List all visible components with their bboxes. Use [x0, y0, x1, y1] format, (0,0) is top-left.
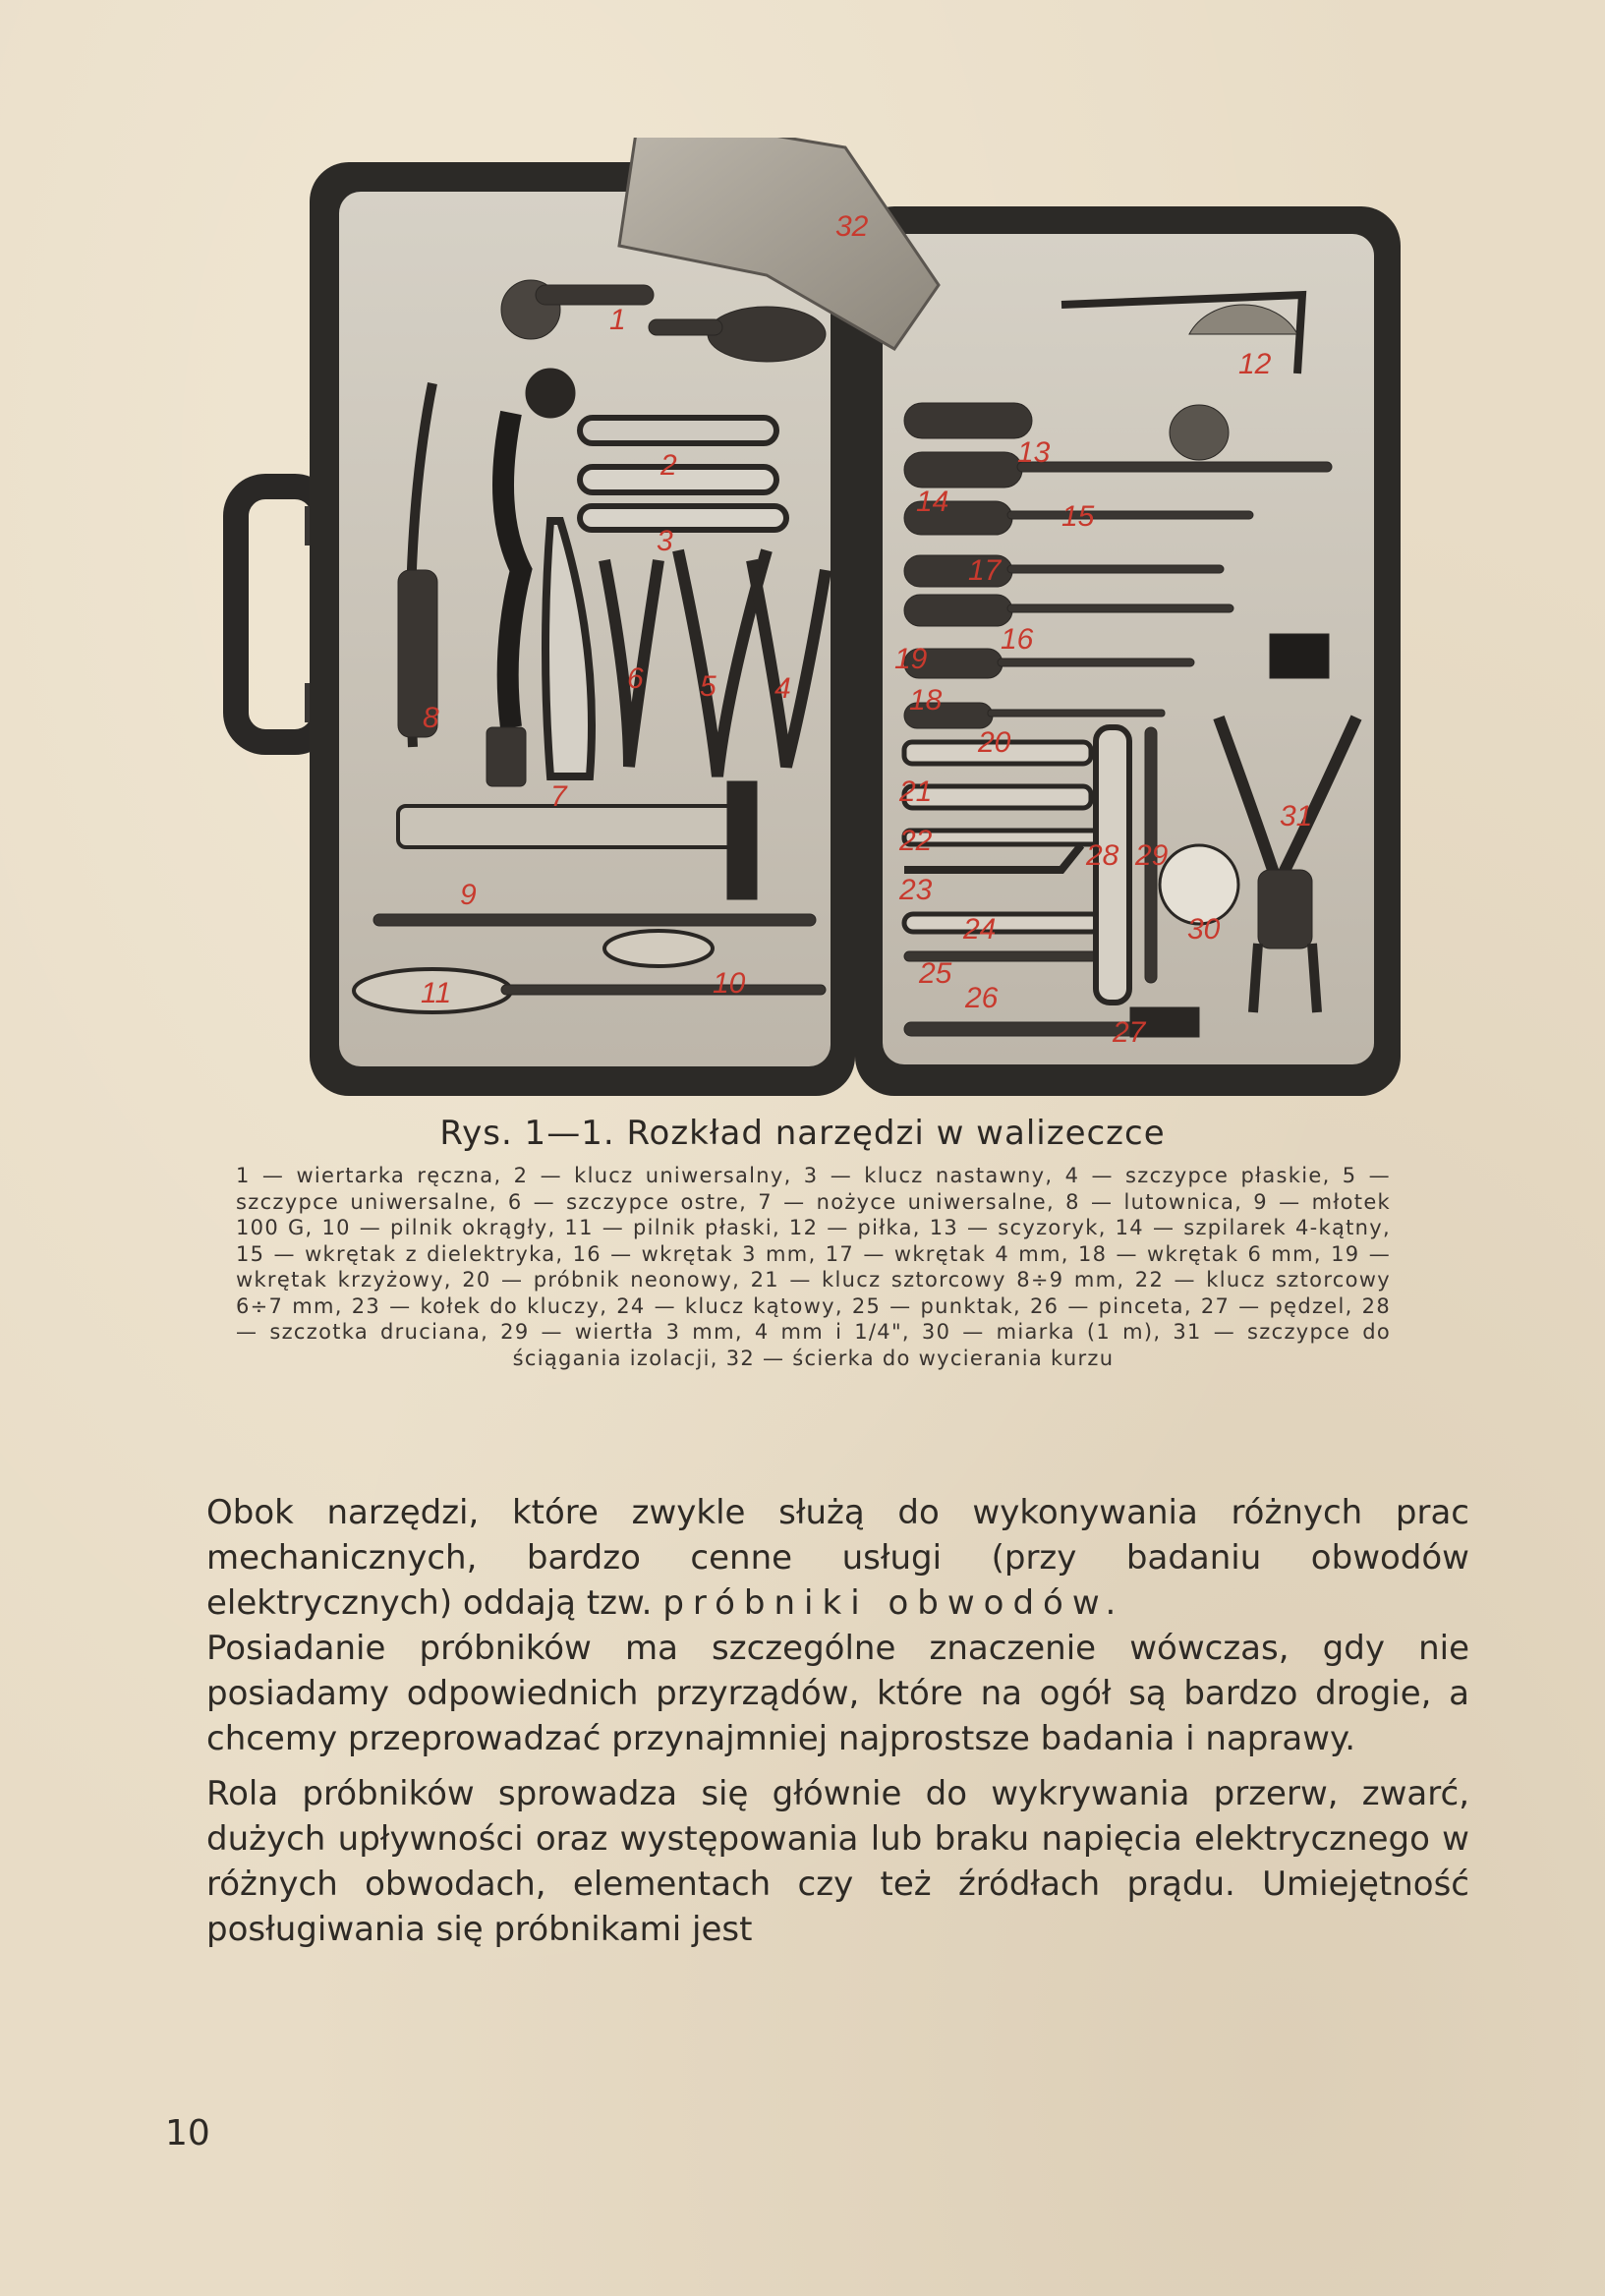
callout-7: 7: [550, 780, 567, 813]
callout-14: 14: [916, 486, 949, 518]
callout-29: 29: [1135, 839, 1169, 872]
paragraph-2: Posiadanie próbników ma szczególne znaczenie wówczas, gdy nie posiadamy odpowiednich przyrządów, które na ogół są bardzo drogie, a chcemy przeprowadzać przynajmniej najprostsze badania i naprawy.: [206, 1629, 1469, 1758]
callout-16: 16: [1001, 623, 1034, 656]
callout-10: 10: [713, 967, 746, 1000]
callout-22: 22: [899, 825, 933, 857]
callout-31: 31: [1280, 800, 1313, 832]
callout-18: 18: [909, 684, 943, 717]
callout-32: 32: [835, 210, 869, 243]
callout-20: 20: [978, 726, 1011, 759]
callout-3: 3: [657, 525, 673, 557]
callout-30: 30: [1187, 913, 1221, 946]
callout-17: 17: [968, 554, 1002, 587]
callout-1: 1: [609, 304, 626, 336]
paragraph-3: Rola próbników sprowadza się głównie do wykrywania przerw, zwarć, dużych upływności oraz występowania lub braku napięcia elektrycznego w różnych obwodach, elementach czy też źródłach prądu. Umiejętność posługiwania się próbnikami jest: [206, 1774, 1469, 1949]
callout-21: 21: [899, 775, 933, 808]
callout-15: 15: [1061, 500, 1095, 533]
figure-caption: Rys. 1—1. Rozkład narzędzi w walizeczce: [439, 1114, 1166, 1153]
callout-28: 28: [1086, 839, 1119, 872]
paragraph-1-text: Obok narzędzi, które zwykle służą do wykonywania różnych prac mechanicznych, bardzo cenne usługi (przy badaniu obwodów elektrycznych) oddają tzw.: [206, 1493, 1469, 1623]
callout-13: 13: [1017, 436, 1051, 469]
callout-23: 23: [899, 874, 933, 906]
callout-12: 12: [1238, 348, 1272, 380]
callout-5: 5: [700, 670, 717, 703]
callout-27: 27: [1113, 1016, 1146, 1049]
callout-24: 24: [963, 913, 997, 946]
toolcase-photo: [216, 138, 1425, 1106]
callout-19: 19: [894, 643, 928, 675]
callout-6: 6: [627, 662, 644, 695]
callout-8: 8: [423, 702, 439, 734]
callout-26: 26: [965, 982, 999, 1014]
toolcase-figure: [216, 138, 1425, 1106]
callout-9: 9: [460, 879, 477, 911]
callout-11: 11: [421, 977, 452, 1009]
callout-25: 25: [919, 957, 952, 990]
callout-4: 4: [774, 672, 791, 705]
figure-legend: 1 — wiertarka ręczna, 2 — klucz uniwersalny, 3 — klucz nastawny, 4 — szczypce płaskie, 5 — szczypce uniwersalne, 6 — szczypce ostre, 7 — nożyce uniwersalne, 8 — lutownica, 9 — młotek 100 G, 10 — pilnik okrągły, 11 — pilnik płaski, 12 — piłka, 13 — scyzoryk, 14 — szpilarek 4-kątny, 15 — wkrętak z dielektryka, 16 — wkrętak 3 mm, 17 — wkrętak 4 mm, 18 — wkrętak 6 mm, 19 — wkrętak krzyżowy, 20 — próbnik neonowy, 21 — klucz sztorcowy 8÷9 mm, 22 — klucz sztorcowy 6÷7 mm, 23 — kołek do kluczy, 24 — klucz kątowy, 25 — punktak, 26 — pinceta, 27 — pędzel, 28 — szczotka druciana, 29 — wiertła 3 mm, 4 mm i 1/4", 30 — miarka (1 m), 31 — szczypce do ściągania izolacji, 32 — ścierka do wycierania kurzu: [236, 1164, 1391, 1370]
body-text: [206, 1490, 1469, 1952]
paragraph-1: [206, 1490, 1469, 1626]
paragraph-1-spaced-term: próbniki obwodów.: [662, 1583, 1125, 1623]
callout-2: 2: [660, 449, 677, 482]
page-number: 10: [165, 2113, 210, 2153]
